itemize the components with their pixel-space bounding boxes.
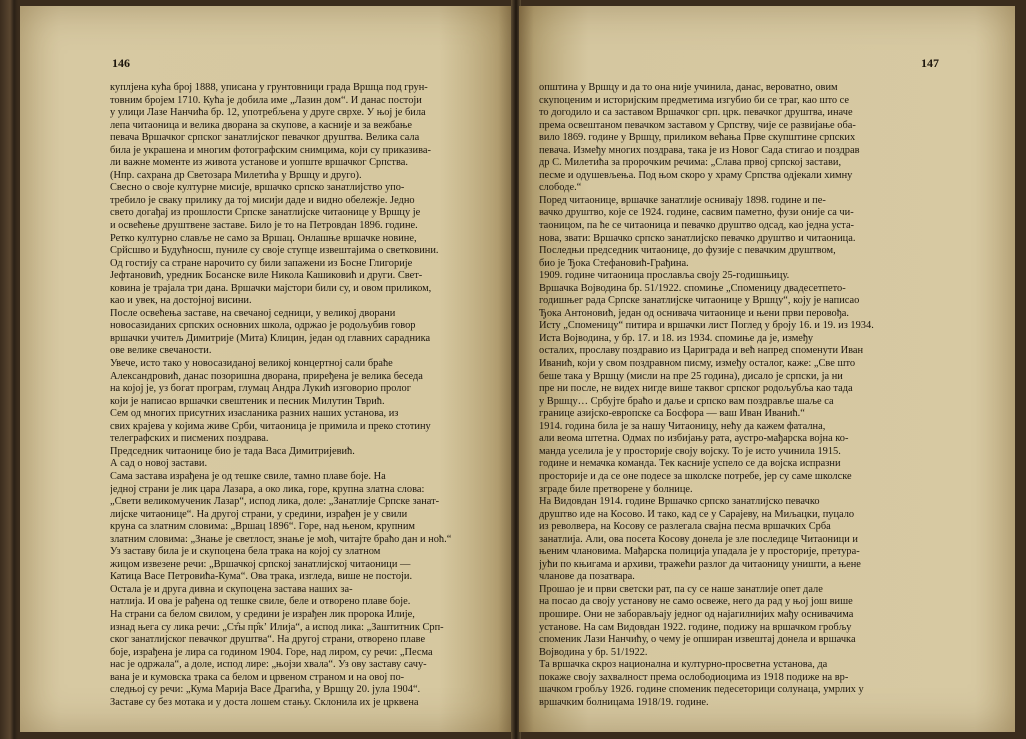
text-line: њеним члановима. Мађарска полиција упадала је у просторије, претура- bbox=[539, 546, 860, 558]
text-line: Свесно о своје културне мисије, вршачко српско занатлијство упо- bbox=[110, 182, 405, 194]
text-line: Ретко културно славље не само за Вршац. Онлашње вршачке новине, bbox=[110, 232, 417, 244]
text-line: и освећење друштвене заставе. Било је то на Петровдан 1896. године. bbox=[110, 220, 418, 232]
text-line: занатлија. Али, ова посета Косову донела је зле последице Читаоници и bbox=[539, 533, 858, 545]
text-line: свих крајева у којима живе Срби, читаоница је примила и преко стотину bbox=[110, 420, 431, 432]
text-line: 1914. година била је за нашу Читаоницу, нећу да кажем фатална, bbox=[539, 420, 826, 432]
text-line: вило 1869. године у Вршцу, приликом већања Прве скупштине српских bbox=[539, 132, 856, 144]
page-text bbox=[110, 82, 504, 709]
text-line: који је написао вршачки свештеник и песник Милутин Тврић. bbox=[110, 395, 385, 407]
text-line: Последњи председник читаонице, до фузије с певачким друштвом, bbox=[539, 245, 836, 257]
text-line: јући по књигама и архиви, тражећи разлог да читаоницу уништи, а њене bbox=[539, 558, 861, 570]
text-line: телеграфских и писмених поздрава. bbox=[110, 433, 269, 445]
text-line: то догодило и са заставом Вршачког срп. црк. певачког друштва, иначе bbox=[539, 107, 853, 119]
text-line: лепа читаоница и велика дворана за скупове, а касније и за вежбање bbox=[110, 119, 413, 131]
text-line: Сем од многих присутних изасланика разних наших установа, из bbox=[110, 408, 399, 420]
text-line: требило је сваку прилику да тој мисији даде и видно обележје. Једно bbox=[110, 194, 415, 206]
text-line: Сама застава израђена је од тешке свиле, тамно плаве боје. На bbox=[110, 470, 386, 482]
text-line: боје, израђена је лира са годином 1904. Горе, над лиром, су речи: „Песма bbox=[110, 646, 433, 658]
text-line: на којој је, уз богат програм, глумац Андра Лукић изговорио пролог bbox=[110, 383, 411, 395]
text-line: А сад о новој застави. bbox=[110, 458, 208, 470]
text-line: из револвера, на Косову се разлегала свајна песма вршачких Срба bbox=[539, 521, 831, 533]
page-number: 147 bbox=[921, 56, 939, 70]
text-line: Иванић, који у свом поздравном писму, између осталог, каже: „Све што bbox=[539, 358, 856, 370]
text-line: нова, звати: Вршачко српско занатлијско певачко друштво и читаоница. bbox=[539, 232, 856, 244]
text-line: зграде биле претворене у болнице. bbox=[539, 483, 693, 495]
text-line: натлија. И ова је рађена од тешке свиле, беле и отворено плаве боје. bbox=[110, 596, 411, 608]
text-line: вана је и кумовска трака са белом и црвеном страном и на овој по- bbox=[110, 671, 405, 683]
text-line: Срйсшво и Будућносш, пуниле су своје ступце извештајима о светковини. bbox=[110, 245, 439, 257]
text-line: нас је одржала“, а доле, испод лире: „њојзи хвала“. Уз ову заставу сачу- bbox=[110, 659, 427, 671]
text-line: На Видовдан 1914. године Вршачко српско занатлијско певачко bbox=[539, 496, 820, 508]
text-line: Иста Војводина, у бр. 17. и 18. из 1934. спомиње да је, између bbox=[539, 332, 814, 344]
text-line: на посао да своју установу не само освеже, него да рад у њој још више bbox=[539, 596, 853, 608]
text-line: лијске читаонице“. На другој страни, у средини, израђен је у свили bbox=[110, 508, 408, 520]
text-line: скупоценим и историјским предметима изгубио би се траг, као што се bbox=[539, 94, 850, 106]
text-line: круна са златним словима: „Вршац 1896“. Горе, над њеном, крупним bbox=[110, 521, 416, 533]
right-page bbox=[519, 6, 1015, 732]
text-line: Увече, исто тако у новосазиданој великој концертној сали браће bbox=[110, 358, 393, 370]
text-line: Војводина у бр. 51/1922. bbox=[539, 646, 648, 658]
text-line: ове велике свечаности. bbox=[110, 345, 212, 357]
text-line: границе азијско-европске са Босфора — ваш Иван Иванић.“ bbox=[539, 408, 805, 420]
text-line: Председник читаонице био је тада Васа Димитријевић. bbox=[110, 445, 355, 457]
text-line: товним бројем 1710. Кућа је добила име „Лазин дом“. И данас постоји bbox=[110, 94, 422, 106]
text-line: као и увек, на достојној висини. bbox=[110, 295, 252, 307]
text-line: прошире. Они не заборављају једног од најагилнијих мађу оснивачима bbox=[539, 608, 854, 620]
text-line: Ђока Антоновић, један од оснивача читаонице и њени први перовођа. bbox=[539, 307, 849, 319]
text-line: године и немачка команда. Тек касније успело се да војска испразни bbox=[539, 458, 841, 470]
text-line: жицом извезене речи: „Вршачкој српској занатлијској читаоници — bbox=[110, 558, 411, 570]
text-line: слободе.“ bbox=[539, 182, 582, 194]
text-line: Вршачка Војводина бр. 51/1922. спомиње „Споменицу двадесетпето- bbox=[539, 282, 846, 294]
text-line: чланове да позатвара. bbox=[539, 571, 635, 583]
text-line: према освештаном певачком заставом у Српству, чије се развијање оба- bbox=[539, 119, 856, 131]
text-line: „Свети великомученик Лазар“, испод лика, доле: „Занатлије Српске занат- bbox=[110, 496, 440, 508]
text-line: Остала је и друга дивна и скупоцена застава наших за- bbox=[110, 583, 353, 595]
text-line: На страни са белом свилом, у средини је израђен лик пророка Илије, bbox=[110, 608, 415, 620]
left-page bbox=[20, 6, 513, 732]
text-line: ковина је трајала три дана. Вршачки мајстори били су, и овом приликом, bbox=[110, 282, 432, 294]
text-line: пре ни после, не видех нигде више таквог српског родољубља као тада bbox=[539, 383, 853, 395]
text-line: Од гостију са стране нарочито су били запажени из Босне Глигорије bbox=[110, 257, 413, 269]
text-line: свето догађај из прошлости Српске занатлијске читаонице у Вршцу је bbox=[110, 207, 421, 219]
text-line: био је Ђока Стефановић-Грађина. bbox=[539, 257, 689, 269]
text-line: покаже своју захвалност према ослободиоцима из 1918 подиже на вр- bbox=[539, 671, 849, 683]
text-line: шачком гробљу 1926. године споменик педесеторици солунаца, умрлих у bbox=[539, 684, 864, 696]
text-line: осталих, прославу поздравио из Цариграда и већ напред споменути Иван bbox=[539, 345, 864, 357]
text-line: златним словима: „Знање је светлост, знање је моћ, читајте браћо дан и ноћ.“ bbox=[110, 533, 452, 545]
text-line: Александровић, данас позоришна дворана, приређена је велика беседа bbox=[110, 370, 423, 382]
text-line: После освећења заставе, на свечаној седници, у великој дворани bbox=[110, 307, 396, 319]
text-line: вршачки учитељ Димитрије (Мита) Клицин, један од главних сарадника bbox=[110, 332, 431, 344]
text-line: Уз заставу била је и скупоцена бела трака на којој су златном bbox=[110, 546, 381, 558]
text-line: у Вршцу… Србујте браћо и даље и српско вам поздравље шаље са bbox=[539, 395, 834, 407]
text-line: др С. Милетића за пророчким речима: „Слава првој српској застави, bbox=[539, 157, 842, 169]
text-line: била је украшена и многим фотографским снимцима, који су приказива- bbox=[110, 144, 431, 156]
text-line: установе. На сам Видовдан 1922. године, подижу на вршачком гробљу bbox=[539, 621, 852, 633]
text-line: једној страни је лик цара Лазара, а око лика, горе, крупна златна слова: bbox=[110, 483, 425, 495]
text-line: следњој су речи: „Кума Марија Васе Драгића, у Вршцу 20. јула 1904“. bbox=[110, 684, 421, 696]
text-line: општина у Вршцу и да то она није учинила, данас, вероватно, овим bbox=[539, 82, 838, 93]
text-line: Исту „Споменицу“ питира и вршачки лист Поглед у броју 16. и 19. из 1934. bbox=[539, 320, 874, 332]
text-line: манда уселила је у просторије своју војску. То је исто учинила 1915. bbox=[539, 445, 841, 457]
text-line: Прошао је и први светски рат, па су се наше занатлије опет дале bbox=[539, 583, 823, 595]
text-line: (Нпр. сахрана др Светозара Милетића у Вршцу и друго). bbox=[110, 169, 362, 181]
text-line: куплјена кућа број 1888, уписана у грунтовници града Вршца под грун- bbox=[110, 82, 428, 93]
text-line: просторије и да се оне подесе за школске потребе, јер су саме школске bbox=[539, 470, 852, 482]
text-line: изнад њега су лика речи: „Ст̂ы пр̂кʼ Илија“, а испод лика: „Заштитник Срп- bbox=[110, 621, 444, 633]
text-line: Поред читаонице, вршачке занатлије оснивају 1898. године и пе- bbox=[539, 194, 826, 206]
text-line: ли важне моменте из живота установе и уопште вршачког Српства. bbox=[110, 157, 408, 169]
page-text bbox=[539, 82, 973, 709]
text-line: али веома штетна. Одмах по избијању рата, аустро-мађарска војна ко- bbox=[539, 433, 849, 445]
text-line: Катица Васе Петровића-Кума“. Ова трака, изгледа, више не постоји. bbox=[110, 571, 413, 583]
text-line: ског занатлијског певачког друштва“. На другој страни, отворено плаве bbox=[110, 634, 426, 646]
text-line: вршачким болницама 1918/19. године. bbox=[539, 696, 709, 708]
text-line: таоницом, па ће се читаоница и певачко друштво одсад, као једна уста- bbox=[539, 220, 855, 232]
text-line: Заставе су без мотака и у доста лошем стању. Склонила их је црквена bbox=[110, 696, 419, 708]
page-number: 146 bbox=[112, 56, 130, 70]
text-line: споменик Лази Нанчићу, о чему је опширан извештај донела и вршачка bbox=[539, 634, 856, 646]
text-line: Та вршачка скроз национална и културно-просветна установа, да bbox=[539, 659, 828, 671]
text-line: беше така у Вршцу (мисли на пре 25 година), дисало је српски, ја ни bbox=[539, 370, 843, 382]
text-line: певача Вршачког српског занатлијског певачког друштва. Велика сала bbox=[110, 132, 420, 144]
text-line: песме и одушевљења. Под њом скоро у храму Српства одјекали химну bbox=[539, 169, 853, 181]
text-line: друштво иде на Косово. И тако, кад се у Сарајеву, на Миљацки, пуцало bbox=[539, 508, 855, 520]
text-line: Јефтановић, уредник Босанске виле Никола Кашиковић и други. Свет- bbox=[110, 270, 423, 282]
text-line: годишњег рада Српске занатлијске читаонице у Вршцу“, коју је написао bbox=[539, 295, 860, 307]
text-line: вачко друштво, које се 1924. године, сасвим паметно, фузи оније са чи- bbox=[539, 207, 854, 219]
text-line: новосазиданих српских основних школа, одржао је родољубив говор bbox=[110, 320, 416, 332]
text-line: у улици Лазе Нанчића бр. 12, употребљена у друге сврхе. У њој је била bbox=[110, 107, 426, 119]
text-line: 1909. године читаоница прославља своју 25-годишњицу. bbox=[539, 270, 790, 282]
text-line: певача. Између многих поздрава, така је из Новог Сада стигао и поздрав bbox=[539, 144, 860, 156]
